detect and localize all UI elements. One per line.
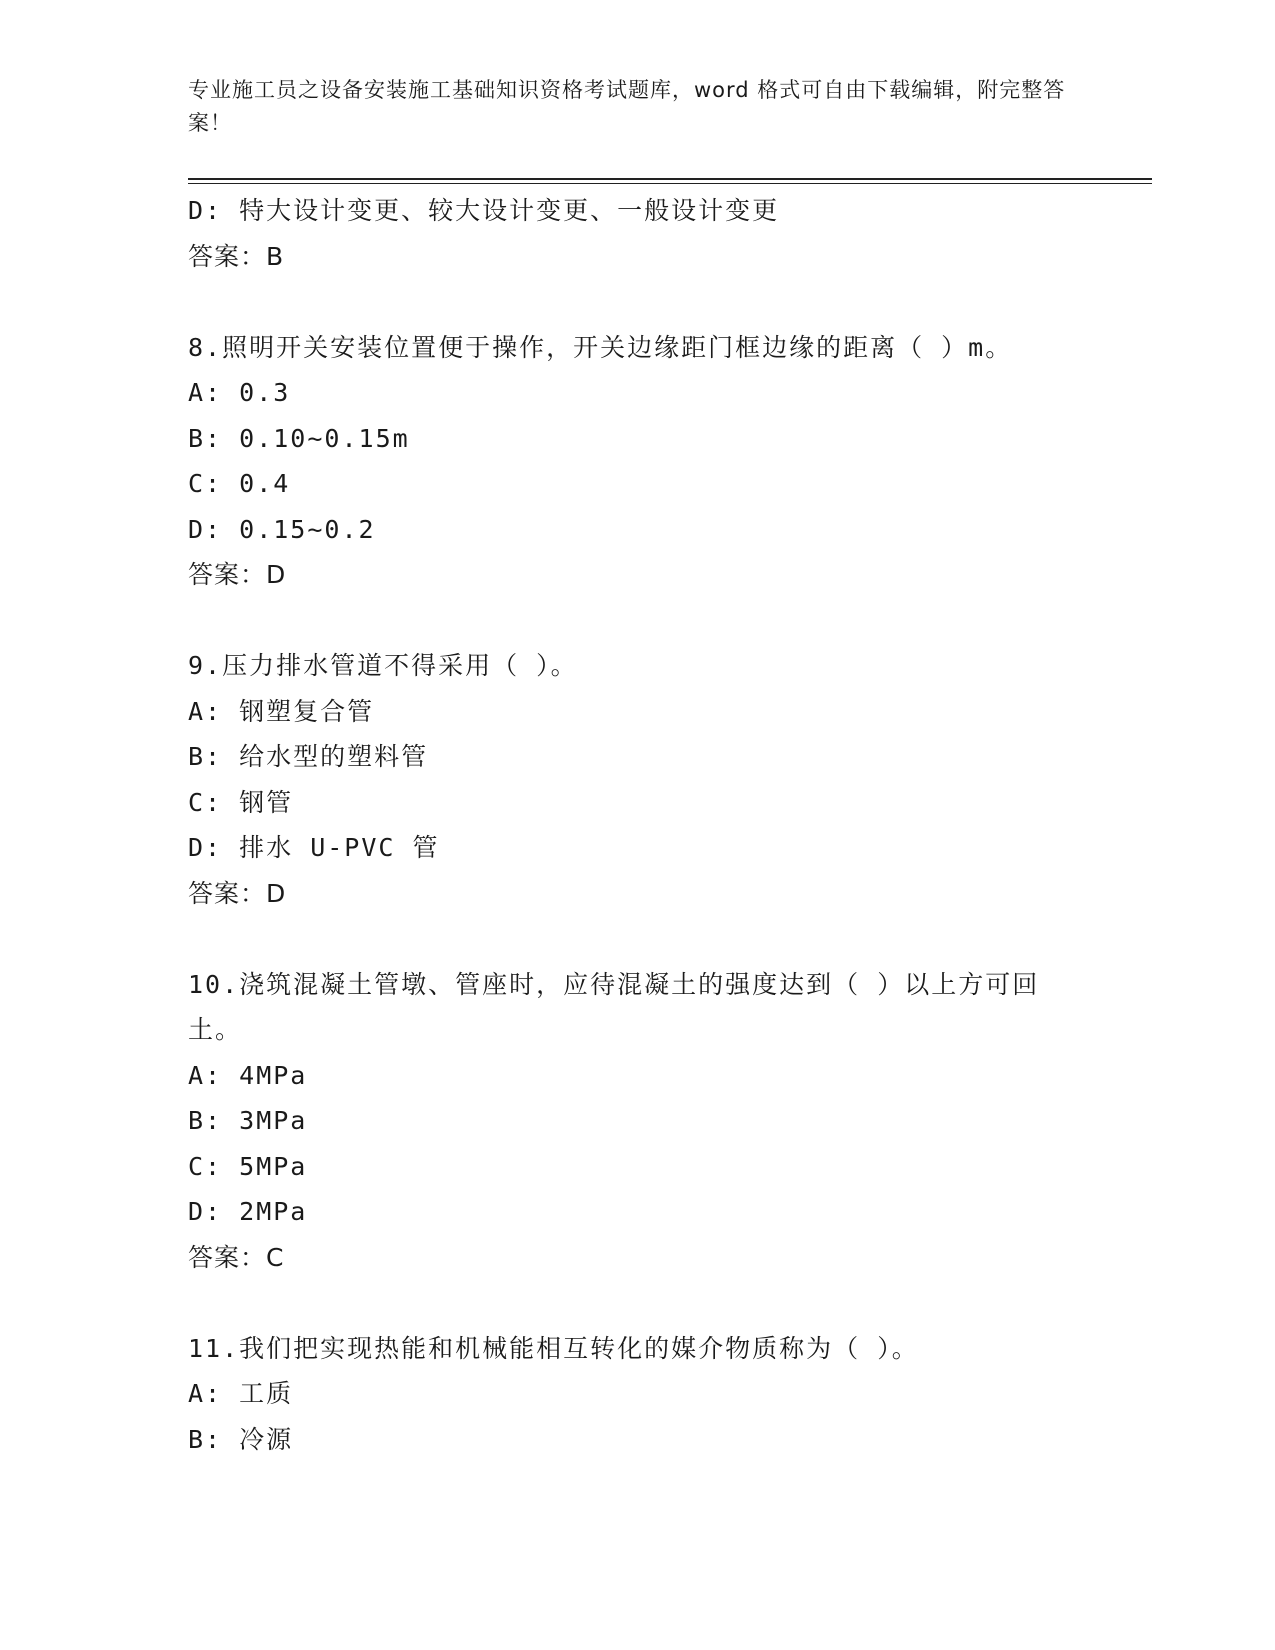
q10-option-a: A: 4MPa	[188, 1060, 308, 1090]
q10-answer: 答案：C	[188, 1242, 285, 1272]
q8-option-a: A: 0.3	[188, 378, 291, 407]
q8-option-c: C: 0.4	[188, 469, 291, 498]
document-header: 专业施工员之设备安装施工基础知识资格考试题库，word 格式可自由下载编辑，附完整答案！	[188, 78, 1066, 135]
header-divider-thin	[188, 183, 1152, 184]
q9-option-b: B: 给水型的塑料管	[188, 742, 429, 771]
q11-option-a: A: 工质	[188, 1379, 294, 1408]
q9-answer: 答案：D	[188, 878, 287, 908]
q10-option-c: C: 5MPa	[188, 1151, 308, 1181]
q10-question: 10.浇筑混凝土管墩、管座时，应待混凝土的强度达到（ ）以上方可回土。	[188, 969, 1040, 1044]
q9-option-d: D: 排水 U-PVC 管	[188, 833, 440, 862]
q8-answer: 答案：D	[188, 560, 287, 589]
q10-option-d: D: 2MPa	[188, 1197, 308, 1226]
q7-option-d: D: 特大设计变更、较大设计变更、一般设计变更	[188, 196, 780, 225]
q8-option-d: D: 0.15~0.2	[188, 514, 376, 544]
q7-answer: 答案：B	[188, 241, 285, 271]
q11-question: 11.我们把实现热能和机械能相互转化的媒介物质称为（ ）。	[188, 1333, 919, 1363]
q9-option-a: A: 钢塑复合管	[188, 696, 375, 726]
q8-question: 8.照明开关安装位置便于操作，开关边缘距门框边缘的距离（ ）m。	[188, 332, 1013, 362]
q8-option-b: B: 0.10~0.15m	[188, 423, 410, 453]
question-list	[188, 188, 1128, 1462]
q10-option-b: B: 3MPa	[188, 1106, 308, 1135]
header-divider-thick	[188, 178, 1152, 180]
q9-option-c: C: 钢管	[188, 787, 294, 817]
q11-option-b: B: 冷源	[188, 1424, 294, 1454]
q9-question: 9.压力排水管道不得采用（ ）。	[188, 651, 578, 680]
